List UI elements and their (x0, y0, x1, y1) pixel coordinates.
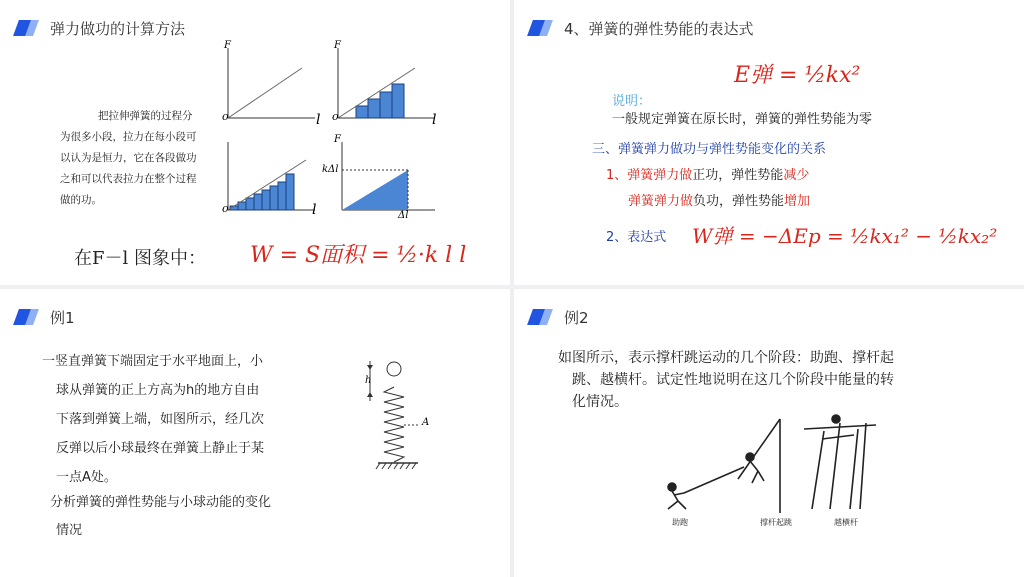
example-1-question (50, 489, 271, 545)
item-text-red: 减少 (783, 168, 810, 183)
header-mark-icon (530, 309, 552, 325)
axis-l-label: l (312, 202, 317, 218)
header-mark-icon (16, 20, 38, 36)
desc-line: 做的功。 (60, 194, 102, 206)
k-dl-label: kΔl (322, 164, 339, 175)
force-graphs (210, 40, 450, 230)
text-line: 跳、越横杆。试定性地说明在这几个阶段中能量的转 (572, 372, 894, 388)
panel-elastic-work (0, 0, 510, 285)
text-line: 情况 (56, 523, 83, 538)
explanation-text (60, 106, 210, 211)
note-text: 一般规定弹簧在原长时，弹簧的弹性势能为零 (612, 112, 873, 127)
axis-l-label: l (316, 112, 321, 128)
header-mark-icon (16, 309, 38, 325)
energy-formula: E弹 = ½kx² (734, 63, 861, 88)
panel-title: 4、弹簧的弹性势能的表达式 (564, 19, 754, 38)
dl-label: Δl (398, 210, 409, 221)
desc-line: 以认为是恒力，它在各段做功 (60, 152, 197, 164)
panel-elastic-potential (514, 0, 1024, 285)
origin-label: o (332, 110, 339, 123)
text-line: 分析弹簧的弹性势能与小球动能的变化 (50, 495, 272, 510)
panel-title: 弹力做功的计算方法 (50, 19, 186, 38)
graph-triangle (342, 142, 435, 210)
panel-header (530, 18, 754, 38)
work-area-formula: W = S面积 = ½·k l l (250, 243, 467, 268)
item-text-red: 弹簧弹力做 (628, 194, 694, 209)
work-energy-formula: W弹 = −ΔEp = ½kx₁² − ½kx₂² (692, 224, 998, 248)
takeoff-figure (738, 419, 780, 513)
text-line: 如图所示，表示撑杆跳运动的几个阶段：助跑、撑杆起 (558, 350, 894, 366)
graph-steps-coarse (338, 48, 435, 118)
item-number: 1、 (606, 168, 628, 183)
expression-label: 2、表达式 (606, 230, 667, 245)
text-line: 下落到弹簧上端，如图所示，经几次 (56, 412, 265, 427)
panel-header (16, 18, 185, 38)
crossbar-figure (804, 415, 876, 509)
stage-label: 越横杆 (834, 518, 858, 527)
panel-title: 例1 (50, 308, 75, 327)
formula-prefix: 在F－l 图象中： (74, 248, 206, 269)
item-text: 正功，弹性势能 (692, 168, 784, 183)
runner-figure (668, 467, 744, 509)
axis-f-label: F (334, 40, 341, 51)
item-positive-work (606, 164, 809, 183)
desc-line: 为很多小段，拉力在每小段可 (60, 131, 197, 143)
desc-line: 把拉伸弹簧的过程分 (98, 110, 193, 122)
point-a-label: A (422, 417, 430, 428)
text-line: 化情况。 (572, 394, 628, 410)
graph-linear (228, 48, 315, 118)
axis-f-label: F (334, 134, 341, 145)
text-line: 一竖直弹簧下端固定于水平地面上，小 (42, 354, 264, 369)
item-text: 负功，弹性势能 (693, 194, 785, 209)
axis-f-label: F (224, 40, 231, 51)
item-text-red: 弹簧弹力做 (627, 168, 693, 183)
panel-header (530, 307, 589, 327)
origin-label: o (222, 202, 229, 215)
panel-example-1 (0, 289, 510, 577)
text-line: 一点A处。 (56, 470, 117, 485)
panel-title: 例2 (564, 308, 589, 327)
text-line: 反弹以后小球最终在弹簧上静止于某 (56, 441, 265, 456)
axis-l-label: l (432, 112, 437, 128)
section-heading: 三、弹簧弹力做功与弹性势能变化的关系 (592, 142, 827, 157)
item-negative-work (628, 190, 810, 209)
header-mark-icon (530, 20, 552, 36)
graph-steps-fine (228, 142, 315, 210)
desc-line: 之和可以代表拉力在整个过程 (60, 173, 197, 185)
text-line: 球从弹簧的正上方高为h的地方自由 (56, 383, 260, 398)
item-text-red: 增加 (784, 194, 811, 209)
panel-header (16, 307, 75, 327)
height-label: h (365, 375, 372, 386)
example-1-text (42, 347, 312, 492)
note-label: 说明： (612, 94, 652, 109)
stage-label: 撑杆起跳 (760, 518, 792, 527)
example-2-text (558, 347, 998, 413)
pole-vault-illustration (654, 409, 894, 519)
panel-example-2 (514, 289, 1024, 577)
stage-label: 助跑 (672, 518, 688, 527)
origin-label: o (222, 110, 229, 123)
